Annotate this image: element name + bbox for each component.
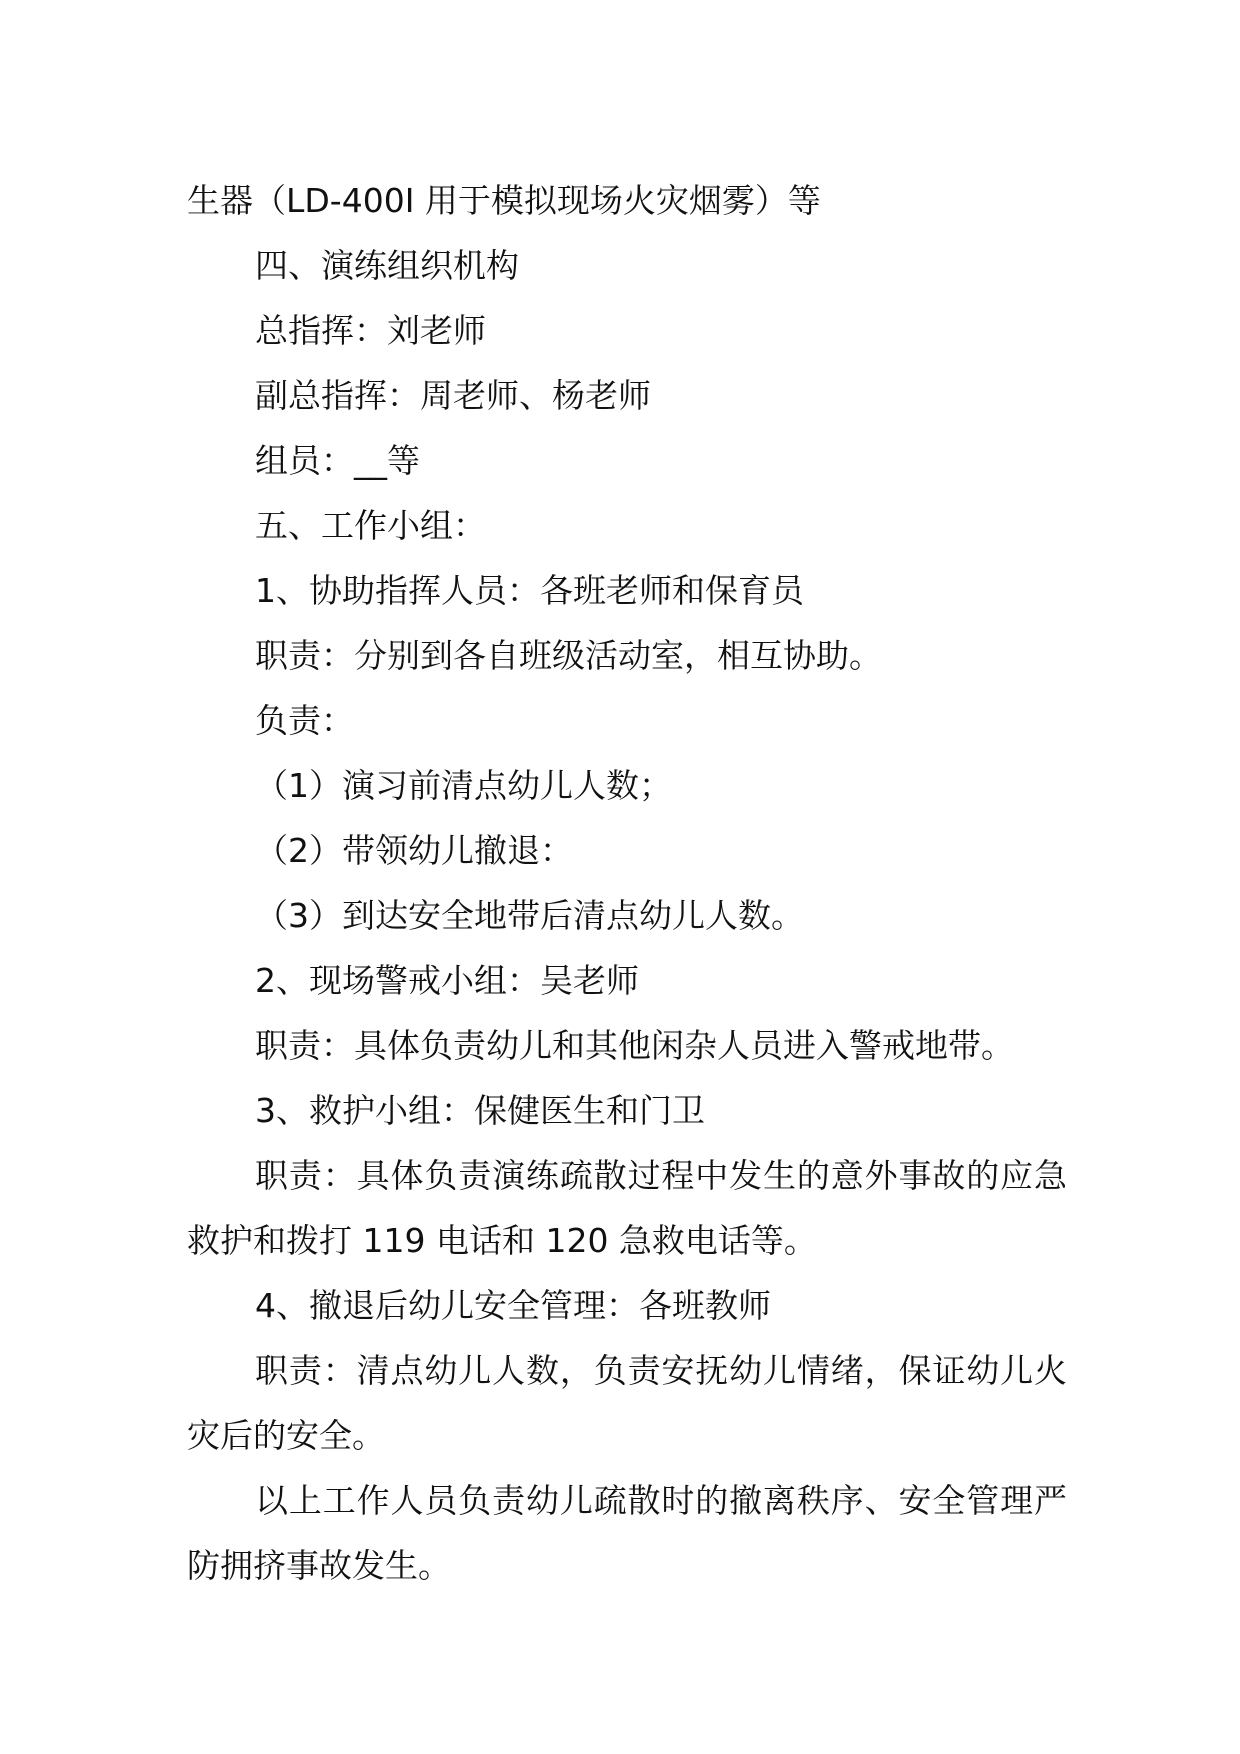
- text-line: 2、现场警戒小组：吴老师: [255, 961, 639, 1000]
- text-line: 副总指挥：周老师、杨老师: [255, 376, 651, 415]
- paragraph-rescue-duty: 职责：具体负责演练疏散过程中发生的意外事故的应急救护和拨打 119 电话和 120 急救电话等。: [187, 1156, 1067, 1260]
- text-line: 职责：分别到各自班级活动室，相互协助。: [255, 636, 882, 675]
- text-line: 1、协助指挥人员：各班老师和保育员: [255, 571, 804, 610]
- section-heading: 五、工作小组：: [255, 506, 486, 545]
- section-heading: 四、演练组织机构: [255, 246, 519, 285]
- text-line: 3、救护小组：保健医生和门卫: [255, 1091, 705, 1130]
- document-page: [187, 168, 1067, 1598]
- text-line: 总指挥：刘老师: [255, 311, 486, 350]
- list-item: （3）到达安全地带后清点幼儿人数。: [255, 896, 804, 935]
- text-line: 4、撤退后幼儿安全管理：各班教师: [255, 1286, 771, 1325]
- text-line: 职责：具体负责幼儿和其他闲杂人员进入警戒地带。: [255, 1026, 1014, 1065]
- text-line: 组员：__等: [255, 441, 420, 480]
- text-line: 生器（LD-400I 用于模拟现场火灾烟雾）等: [187, 181, 821, 220]
- list-item: （2）带领幼儿撤退：: [255, 831, 573, 870]
- paragraph-summary: 以上工作人员负责幼儿疏散时的撤离秩序、安全管理严防拥挤事故发生。: [187, 1481, 1067, 1585]
- text-line: 负责：: [255, 701, 354, 740]
- list-item: （1）演习前清点幼儿人数；: [255, 766, 672, 805]
- paragraph-safety-duty: 职责：清点幼儿人数，负责安抚幼儿情绪，保证幼儿火灾后的安全。: [187, 1351, 1067, 1455]
